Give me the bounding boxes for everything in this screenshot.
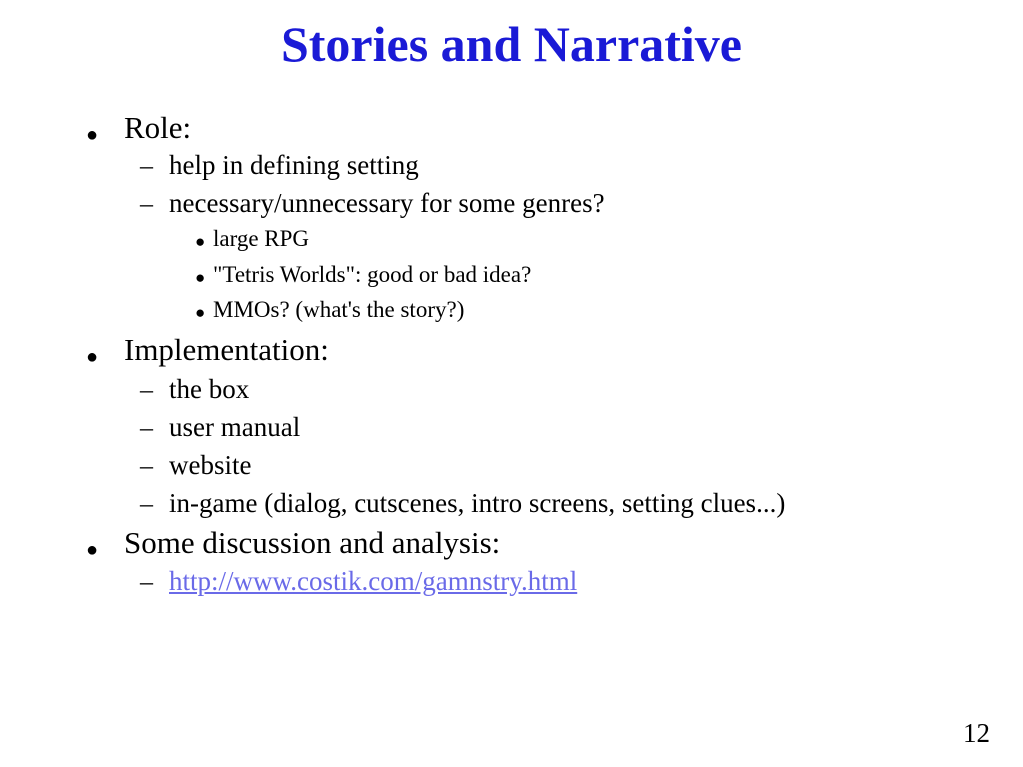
bullet-icon: ●	[195, 268, 206, 287]
page-number: 12	[963, 718, 990, 748]
subitem-text: necessary/unnecessary for some genres?	[169, 188, 605, 218]
subsubitem-text: MMOs? (what's the story?)	[213, 297, 465, 322]
bullet-icon: ●	[195, 303, 206, 322]
bullet-icon: ●	[195, 232, 206, 251]
subsubitem-text: large RPG	[213, 226, 310, 251]
bullet-text: Some discussion and analysis:	[124, 525, 501, 560]
bullet-text: Role:	[124, 110, 192, 145]
subitem-text: website	[169, 450, 252, 480]
bullet-icon: ●	[86, 539, 99, 561]
dash-icon: –	[140, 413, 153, 442]
subsubitem-text: "Tetris Worlds": good or bad idea?	[213, 262, 532, 287]
bullet-icon: ●	[86, 124, 99, 146]
slide-title: Stories and Narrative	[280, 16, 743, 72]
bullet-text: Implementation:	[124, 332, 329, 367]
dash-icon: –	[140, 189, 153, 218]
costik-link[interactable]: http://www.costik.com/gamnstry.html	[169, 566, 578, 596]
subitem-text: the box	[169, 374, 250, 404]
dash-icon: –	[140, 567, 153, 596]
subitem-text: help in defining setting	[169, 150, 419, 180]
dash-icon: –	[140, 151, 153, 180]
dash-icon: –	[140, 489, 153, 518]
subitem-text: user manual	[169, 412, 301, 442]
subitem-text: in-game (dialog, cutscenes, intro screens, setting clues...)	[169, 488, 786, 518]
bullet-icon: ●	[86, 346, 99, 368]
dash-icon: –	[140, 375, 153, 404]
dash-icon: –	[140, 451, 153, 480]
